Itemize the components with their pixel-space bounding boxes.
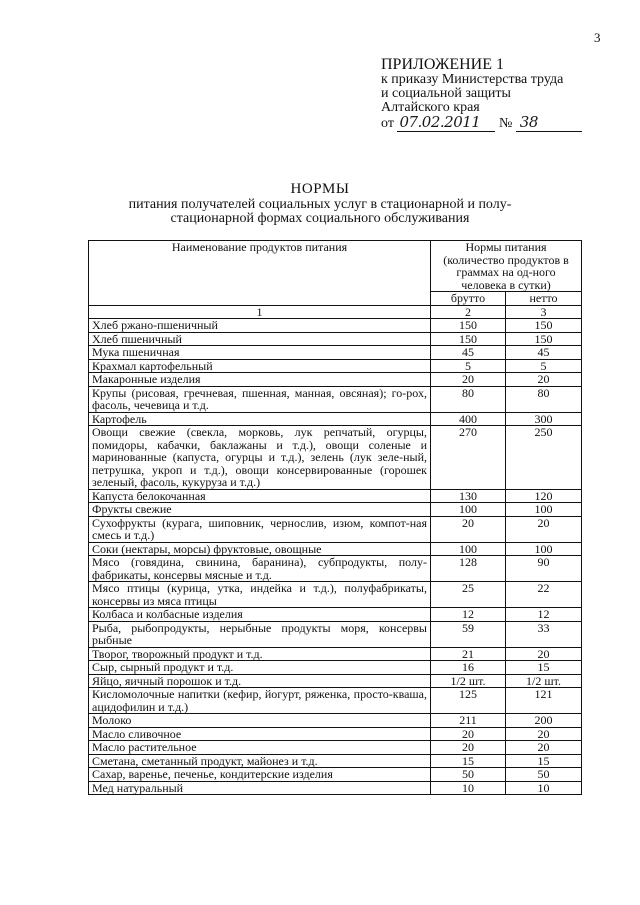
product-name: Масло растительное (89, 741, 431, 755)
netto-value: 33 (506, 621, 582, 647)
product-name: Капуста белокочанная (89, 489, 431, 503)
brutto-value: 12 (431, 608, 506, 622)
table-row (89, 714, 582, 728)
table-row (89, 556, 582, 582)
brutto-value: 21 (431, 647, 506, 661)
brutto-value: 20 (431, 373, 506, 387)
product-name: Кисломолочные напитки (кефир, йогурт, ряженка, просто-кваша, ацидофилин и т.д.) (89, 688, 431, 714)
brutto-value: 1/2 шт. (431, 674, 506, 688)
netto-value: 20 (506, 647, 582, 661)
brutto-value: 80 (431, 386, 506, 412)
netto-value: 150 (506, 332, 582, 346)
netto-value: 1/2 шт. (506, 674, 582, 688)
netto-value: 150 (506, 319, 582, 333)
table-row (89, 489, 582, 503)
netto-value: 300 (506, 412, 582, 426)
brutto-value: 211 (431, 714, 506, 728)
table-row (89, 768, 582, 782)
netto-value: 15 (506, 754, 582, 768)
brutto-value: 50 (431, 768, 506, 782)
netto-value: 22 (506, 582, 582, 608)
product-name: Рыба, рыбопродукты, нерыбные продукты моря, консервы рыбные (89, 621, 431, 647)
table-row (89, 647, 582, 661)
table-row (89, 386, 582, 412)
product-name: Яйцо, яичный порошок и т.д. (89, 674, 431, 688)
brutto-value: 20 (431, 741, 506, 755)
table-row (89, 426, 582, 490)
netto-value: 100 (506, 503, 582, 517)
header-norms: Нормы питания (количество продуктов в граммах на од-ного человека в сутки) (431, 241, 582, 292)
brutto-value: 128 (431, 556, 506, 582)
product-name: Хлеб ржано-пшеничный (89, 319, 431, 333)
brutto-value: 20 (431, 516, 506, 542)
table-row (89, 516, 582, 542)
table-row (89, 542, 582, 556)
table-row (89, 754, 582, 768)
date-prefix: от (381, 116, 394, 131)
table-row (89, 332, 582, 346)
order-date-number-row (381, 115, 621, 132)
netto-value: 250 (506, 426, 582, 490)
table-row (89, 346, 582, 360)
appendix-line: и социальной защиты (381, 86, 511, 101)
table-row (89, 412, 582, 426)
product-name: Сметана, сметанный продукт, майонез и т.д. (89, 754, 431, 768)
header-netto: нетто (506, 292, 582, 306)
heading-subtitle-line2: стационарной формах социального обслуживания (170, 211, 470, 226)
handwritten-date: 07.02.2011 (399, 113, 481, 131)
product-name: Хлеб пшеничный (89, 332, 431, 346)
brutto-value: 25 (431, 582, 506, 608)
table-row (89, 688, 582, 714)
product-name: Сахар, варенье, печенье, кондитерские изделия (89, 768, 431, 782)
product-name: Макаронные изделия (89, 373, 431, 387)
product-name: Мясо (говядина, свинина, баранина), субпродукты, полу-фабрикаты, консервы мясные и т.д. (89, 556, 431, 582)
brutto-value: 150 (431, 319, 506, 333)
brutto-value: 150 (431, 332, 506, 346)
product-name: Колбаса и колбасные изделия (89, 608, 431, 622)
product-name: Овощи свежие (свекла, морковь, лук репчатый, огурцы, помидоры, кабачки, баклажаны и т.д.), овощи соленые и маринованные (капуста, огурцы и т.д.), зелень (лук зеле-ный, петрушка, укроп и т.д.), овощи консервированные (горошек зеленый, фасоль, кукуруза и т.д.) (89, 426, 431, 490)
product-name: Мясо птицы (курица, утка, индейка и т.д.), полуфабрикаты, консервы из мяса птицы (89, 582, 431, 608)
number-label: № (498, 116, 513, 131)
table-row (89, 608, 582, 622)
product-name: Творог, творожный продукт и т.д. (89, 647, 431, 661)
netto-value: 80 (506, 386, 582, 412)
product-name: Картофель (89, 412, 431, 426)
product-name: Сухофрукты (курага, шиповник, чернослив, изюм, компот-ная смесь и т.д.) (89, 516, 431, 542)
netto-value: 12 (506, 608, 582, 622)
brutto-value: 270 (431, 426, 506, 490)
table-row (89, 727, 582, 741)
header-product-name: Наименование продуктов питания (89, 241, 431, 306)
appendix-line: Алтайского края (381, 100, 480, 115)
product-name: Мед натуральный (89, 781, 431, 795)
document-heading (0, 181, 640, 226)
netto-value: 100 (506, 542, 582, 556)
appendix-title: ПРИЛОЖЕНИЕ 1 (381, 56, 505, 73)
brutto-value: 10 (431, 781, 506, 795)
table-row (89, 359, 582, 373)
product-name: Масло сливочное (89, 727, 431, 741)
table-row (89, 661, 582, 675)
column-index: 2 (431, 305, 506, 319)
table-row (89, 741, 582, 755)
table-row (89, 319, 582, 333)
product-name: Молоко (89, 714, 431, 728)
nutrition-norms-table (88, 240, 582, 795)
table-row (89, 373, 582, 387)
netto-value: 120 (506, 489, 582, 503)
netto-value: 20 (506, 516, 582, 542)
product-name: Соки (нектары, морсы) фруктовые, овощные (89, 542, 431, 556)
page-number: 3 (594, 30, 601, 45)
header-brutto: брутто (431, 292, 506, 306)
netto-value: 20 (506, 373, 582, 387)
handwritten-number: 38 (519, 113, 538, 131)
netto-value: 121 (506, 688, 582, 714)
netto-value: 5 (506, 359, 582, 373)
netto-value: 50 (506, 768, 582, 782)
product-name: Сыр, сырный продукт и т.д. (89, 661, 431, 675)
brutto-value: 15 (431, 754, 506, 768)
appendix-line: к приказу Министерства труда (381, 72, 564, 87)
heading-title: НОРМЫ (290, 181, 350, 197)
brutto-value: 16 (431, 661, 506, 675)
table-row (89, 674, 582, 688)
column-index: 1 (89, 305, 431, 319)
brutto-value: 5 (431, 359, 506, 373)
netto-value: 10 (506, 781, 582, 795)
brutto-value: 400 (431, 412, 506, 426)
product-name: Мука пшеничная (89, 346, 431, 360)
brutto-value: 45 (431, 346, 506, 360)
product-name: Крахмал картофельный (89, 359, 431, 373)
brutto-value: 130 (431, 489, 506, 503)
brutto-value: 125 (431, 688, 506, 714)
product-name: Фрукты свежие (89, 503, 431, 517)
brutto-value: 100 (431, 503, 506, 517)
table-row (89, 621, 582, 647)
column-index: 3 (506, 305, 582, 319)
heading-subtitle-line1: питания получателей социальных услуг в стационарной и полу- (128, 197, 512, 212)
brutto-value: 100 (431, 542, 506, 556)
netto-value: 20 (506, 741, 582, 755)
netto-value: 90 (506, 556, 582, 582)
product-name: Крупы (рисовая, гречневая, пшенная, манная, овсяная); го-рох, фасоль, чечевица и т.д. (89, 386, 431, 412)
table-row (89, 582, 582, 608)
netto-value: 20 (506, 727, 582, 741)
appendix-block (381, 56, 621, 132)
table-row (89, 503, 582, 517)
netto-value: 45 (506, 346, 582, 360)
brutto-value: 20 (431, 727, 506, 741)
brutto-value: 59 (431, 621, 506, 647)
table-row (89, 781, 582, 795)
netto-value: 200 (506, 714, 582, 728)
netto-value: 15 (506, 661, 582, 675)
